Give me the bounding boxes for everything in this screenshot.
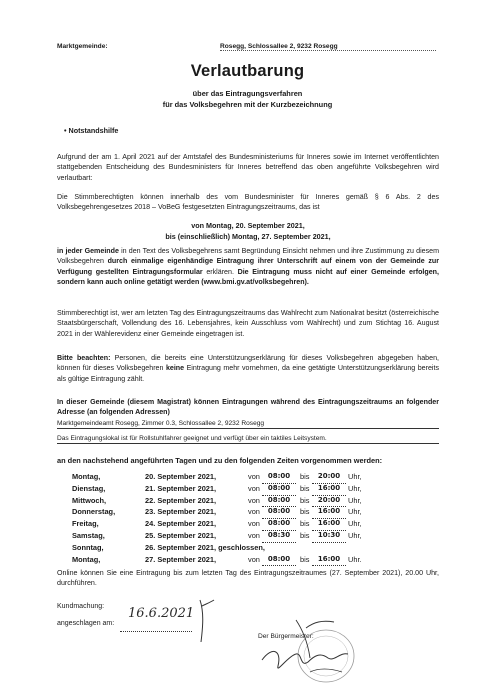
paragraph-eligible: Stimmberechtigt ist, wer am letzten Tag des Eintragungszeitraums das Wahlrecht zum Nationalrat besitzt (österreichische Staatsbürgerschaft, Vollendung des 16. Lebensjahres, kein Ausschluss vom Wahlrecht) und zum Stichtag 16. August 2021 in der Wählerevidenz einer Gemeinde eingetragen ist. — [57, 309, 439, 338]
text-consent: in den Text des Volksbegehrens samt Begründung Einsicht nehmen und ihre Zustimmung zu diesem Volksbegehren — [57, 247, 439, 266]
schedule-date: 21. September 2021, — [145, 483, 217, 493]
paragraph-intro: Aufgrund der am 1. April 2021 auf der Amtstafel des Bundesministeriums für Inneres sowie im Internet veröffentlichten stattgebenden Entscheidung des Bundesministers für Inneres betreffend das oben angeführte Volksbegehren wird verlautbart: — [57, 153, 439, 182]
schedule-start: 08:00 — [262, 554, 296, 567]
municipality-value: Rosegg, Schlossallee 2, 9232 Rosegg — [220, 43, 436, 51]
schedule-date: 25. September 2021, — [145, 530, 217, 540]
page-title: Verlautbarung — [190, 62, 305, 80]
petition-name: • Notstandshilfe — [64, 126, 119, 135]
kundmachung-label: Kundmachung: — [57, 603, 105, 610]
schedule-bis: bis — [300, 507, 310, 517]
period-start: von Montag, 20. September 2021, — [191, 221, 305, 230]
schedule-end: 20:00 — [312, 471, 346, 484]
schedule-uhr: Uhr, — [348, 530, 362, 540]
schedule-bis: bis — [300, 483, 310, 493]
schedule-end: 16:00 — [312, 506, 346, 519]
posted-label: angeschlagen am: — [57, 620, 115, 627]
text-signature: durch einmalige eigenhändige Eintragung ihrer Unterschrift auf einem von der Gemeinde zur Verfügung gestellten Eintragungsformular — [57, 257, 439, 276]
schedule-start: 08:00 — [262, 483, 296, 496]
paragraph-address-intro: In dieser Gemeinde (diesem Magistrat) können Eintragungen während des Eintragungszeitraums an folgender Adresse (an folgenden Adressen) — [57, 398, 439, 417]
schedule-von: von — [248, 495, 260, 505]
municipality-label: Marktgemeinde: — [57, 43, 108, 50]
schedule-day: Freitag, — [72, 519, 99, 529]
schedule-start: 08:00 — [262, 471, 296, 484]
schedule-day: Samstag, — [72, 530, 105, 540]
schedule-uhr: Uhr, — [348, 472, 362, 481]
schedule-uhr: Uhr. — [348, 554, 362, 564]
schedule-day: Sonntag, — [72, 542, 104, 552]
schedule-day: Dienstag, — [72, 483, 106, 493]
paragraph-registration — [57, 246, 439, 288]
schedule-start: 08:30 — [262, 530, 296, 543]
schedule-uhr: Uhr, — [348, 507, 362, 517]
text-online: Die Eintragung muss nicht auf einer Gemeinde erfolgen, sondern kann auch online getätigt werden (www.bmi.gv.at/volksbegehren). — [57, 267, 439, 287]
subtitle-petition: für das Volksbegehren mit der Kurzbezeichnung — [162, 100, 333, 109]
schedule-date: 22. September 2021, — [145, 495, 217, 505]
subtitle-procedure: über das Eintragungsverfahren — [192, 89, 303, 98]
schedule-day: Montag, — [72, 472, 101, 481]
schedule-day: Mittwoch, — [72, 495, 107, 505]
schedule-bis: bis — [300, 472, 310, 481]
schedule-uhr: Uhr, — [348, 483, 362, 493]
text-none: keine — [165, 364, 185, 373]
schedule-von: von — [248, 530, 260, 540]
schedule-uhr: Uhr, — [348, 519, 362, 529]
schedule-von: von — [248, 519, 260, 529]
schedule-von: von — [248, 483, 260, 493]
schedule-day: Montag, — [72, 554, 101, 564]
schedule-end: 20:00 — [312, 495, 346, 508]
text-declare: erklären. — [202, 267, 238, 276]
schedule-von: von — [248, 554, 260, 564]
schedule-end: 10:30 — [312, 530, 346, 543]
text-please-note: Bitte beachten: — [57, 354, 111, 362]
schedule-start: 08:00 — [262, 518, 296, 531]
schedule-date: 23. September 2021, — [145, 507, 217, 517]
text-note-1: Personen, die bereits eine Unterstützungserklärung für dieses Volksbegehren abgegeben haben, können für dieses Volksbegehren — [57, 354, 439, 373]
paragraph-note — [57, 353, 439, 384]
address-line-1: Marktgemeindeamt Rosegg, Zimmer 0.3, Schlossallee 2, 9232 Rosegg — [57, 419, 439, 429]
schedule-end: 16:00 — [312, 554, 346, 567]
schedule-bis: bis — [300, 495, 310, 505]
schedule-start: 08:00 — [262, 495, 296, 508]
schedule-end: 16:00 — [312, 483, 346, 496]
posted-date-handwritten: 16.6.2021 — [128, 606, 195, 621]
schedule-bis: bis — [300, 519, 310, 529]
schedule-start: 08:00 — [262, 506, 296, 519]
schedule-date: 24. September 2021, — [145, 519, 217, 529]
handwritten-mark-icon — [194, 598, 216, 644]
paragraph-eligibility-period: Die Stimmberechtigten können innerhalb des vom Bundesminister für Inneres gemäß § 6 Abs. 2 des Volksbegehrengesetzes 2018 – VoBeG festgesetzten Eintragungszeitraums, das ist — [57, 193, 439, 212]
schedule-day: Donnerstag, — [72, 507, 116, 517]
schedule-date: 26. September 2021, geschlossen, — [145, 542, 265, 552]
posted-date-line — [120, 621, 192, 632]
text-every-municipality: in jeder Gemeinde — [57, 247, 119, 255]
address-line-2: Das Eintragungslokal ist für Rollstuhlfahrer geeignet und verfügt über ein taktiles Leitsystem. — [57, 434, 439, 444]
paragraph-online-deadline: Online können Sie eine Eintragung bis zum letzten Tag des Eintragungszeitraumes (27. September 2021), 20.00 Uhr, durchführen. — [57, 569, 439, 588]
schedule-end: 16:00 — [312, 518, 346, 531]
schedule-uhr: Uhr, — [348, 495, 362, 505]
mayor-signature-icon — [248, 610, 358, 690]
text-note-2: Eintragung mehr vornehmen, da eine getätigte Unterstützungserklärung bereits als gültige Eintragung zählt. — [57, 364, 439, 383]
period-end: bis (einschließlich) Montag, 27. September 2021, — [165, 232, 331, 241]
paragraph-times-intro: an den nachstehend angeführten Tagen und zu den folgenden Zeiten vorgenommen werden: — [57, 456, 383, 465]
schedule-von: von — [248, 472, 260, 481]
mayor-label: Der Bürgermeister: — [258, 633, 314, 640]
schedule-von: von — [248, 507, 260, 517]
schedule-bis: bis — [300, 530, 310, 540]
schedule-date: 20. September 2021, — [145, 472, 217, 481]
schedule-bis: bis — [300, 554, 310, 564]
schedule-date: 27. September 2021, — [145, 554, 217, 564]
